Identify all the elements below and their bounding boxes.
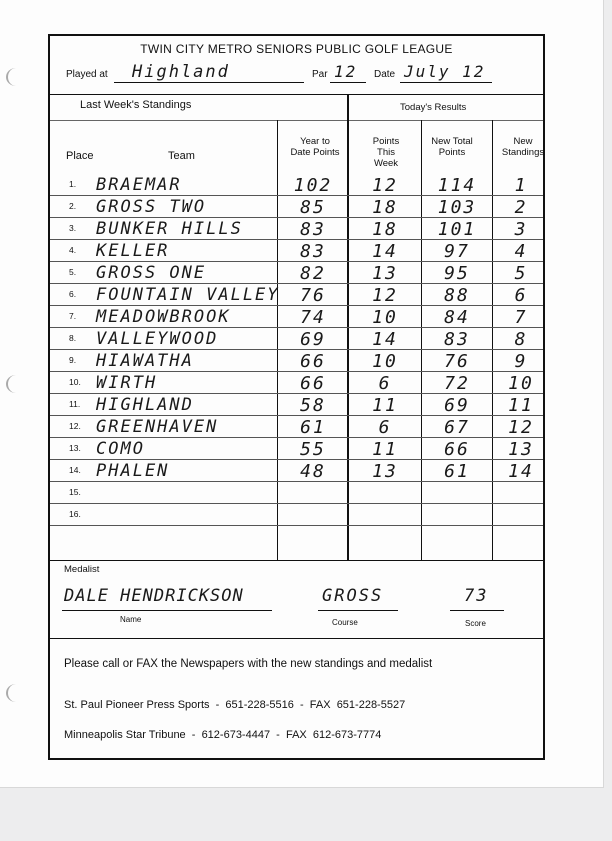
contact-star-tribune: Minneapolis Star Tribune - 612-673-4447 - FAX 612-673-7774 <box>64 729 382 741</box>
total-points: 84 <box>444 307 470 328</box>
team-name: GREENHAVEN <box>96 417 219 437</box>
table-row <box>50 306 543 328</box>
today-heading: Today's Results <box>400 102 467 113</box>
table-row <box>50 174 543 196</box>
new-standing: 14 <box>508 461 534 482</box>
instructions-text: Please call or FAX the Newspapers with the new standings and medalist <box>64 658 433 670</box>
team-heading: Team <box>168 150 195 162</box>
team-name: HIGHLAND <box>96 395 194 415</box>
table-row <box>50 328 543 350</box>
medalist-course-caption: Course <box>332 618 358 627</box>
ytd-points: 69 <box>300 329 326 350</box>
total-points: 103 <box>437 197 477 218</box>
team-name: COMO <box>96 439 145 459</box>
ytd-points: 102 <box>293 175 333 196</box>
new-standing: 4 <box>514 241 528 262</box>
ytd-heading: Year to Date Points <box>290 136 340 158</box>
total-points: 114 <box>437 175 477 196</box>
row-number: 16. <box>69 509 81 519</box>
table-row <box>50 240 543 262</box>
team-name: WIRTH <box>96 373 158 393</box>
row-number: 10. <box>69 377 81 387</box>
punch-hole-mark <box>6 684 26 702</box>
week-points: 14 <box>372 329 398 350</box>
divider <box>50 94 543 95</box>
punch-hole-mark <box>6 375 26 393</box>
new-standing: 6 <box>514 285 528 306</box>
week-points: 10 <box>372 351 398 372</box>
table-row <box>50 438 543 460</box>
new-standing: 9 <box>514 351 528 372</box>
week-points: 11 <box>372 439 398 460</box>
this-week-heading: Points This Week <box>372 136 400 169</box>
table-row <box>50 284 543 306</box>
table-row <box>50 372 543 394</box>
medalist-score-caption: Score <box>465 619 486 628</box>
table-row <box>50 482 543 504</box>
table-row <box>50 350 543 372</box>
week-points: 13 <box>372 263 398 284</box>
punch-hole-mark <box>6 68 26 86</box>
team-name: BRAEMAR <box>96 175 182 195</box>
new-standing: 7 <box>514 307 528 328</box>
total-points: 97 <box>444 241 470 262</box>
date-value: July 12 <box>404 62 486 81</box>
total-points: 72 <box>444 373 470 394</box>
new-standing: 8 <box>514 329 528 350</box>
table-row <box>50 416 543 438</box>
row-number: 15. <box>69 487 81 497</box>
medalist-course-field <box>318 584 398 611</box>
row-number: 12. <box>69 421 81 431</box>
row-number: 6. <box>69 289 77 299</box>
week-points: 18 <box>372 197 398 218</box>
contact-pioneer-press: St. Paul Pioneer Press Sports - 651-228-5516 - FAX 651-228-5527 <box>64 699 406 711</box>
date-field <box>400 64 492 83</box>
week-points: 6 <box>378 417 392 438</box>
par-label: Par <box>312 69 328 80</box>
par-field <box>330 64 366 83</box>
row-number: 1. <box>69 179 77 189</box>
medalist-name-value: DALE HENDRICKSON <box>64 586 244 606</box>
week-points: 18 <box>372 219 398 240</box>
team-name: HIAWATHA <box>96 351 194 371</box>
ytd-points: 66 <box>300 351 326 372</box>
total-points: 83 <box>444 329 470 350</box>
table-row <box>50 262 543 284</box>
played-at-field <box>114 64 304 83</box>
total-points: 101 <box>437 219 477 240</box>
new-standings-heading: New Standings <box>501 136 545 158</box>
ytd-points: 83 <box>300 219 326 240</box>
week-points: 11 <box>372 395 398 416</box>
divider <box>50 560 543 561</box>
ytd-points: 74 <box>300 307 326 328</box>
ytd-points: 58 <box>300 395 326 416</box>
divider <box>50 120 543 121</box>
row-number: 3. <box>69 223 77 233</box>
new-standing: 13 <box>508 439 534 460</box>
row-number: 8. <box>69 333 77 343</box>
week-points: 14 <box>372 241 398 262</box>
row-number: 14. <box>69 465 81 475</box>
place-heading: Place <box>66 150 94 162</box>
team-name: GROSS TWO <box>96 197 207 217</box>
team-name: MEADOWBROOK <box>96 307 231 327</box>
row-number: 5. <box>69 267 77 277</box>
new-standing: 12 <box>508 417 534 438</box>
row-number: 7. <box>69 311 77 321</box>
total-points: 76 <box>444 351 470 372</box>
par-value: 12 <box>334 62 358 81</box>
total-points: 66 <box>444 439 470 460</box>
row-divider <box>50 525 543 526</box>
new-standing: 3 <box>514 219 528 240</box>
row-number: 13. <box>69 443 81 453</box>
new-standing: 10 <box>508 373 534 394</box>
table-row <box>50 460 543 482</box>
week-points: 13 <box>372 461 398 482</box>
new-standing: 5 <box>514 263 528 284</box>
new-standing: 1 <box>514 175 528 196</box>
team-name: PHALEN <box>96 461 170 481</box>
medalist-score-field <box>450 584 504 611</box>
divider <box>50 638 543 639</box>
ytd-points: 66 <box>300 373 326 394</box>
ytd-points: 55 <box>300 439 326 460</box>
team-name: VALLEYWOOD <box>96 329 219 349</box>
ytd-points: 83 <box>300 241 326 262</box>
team-name: FOUNTAIN VALLEY <box>96 285 280 305</box>
form-title: TWIN CITY METRO SENIORS PUBLIC GOLF LEAGUE <box>140 42 453 56</box>
ytd-points: 48 <box>300 461 326 482</box>
row-number: 2. <box>69 201 77 211</box>
ytd-points: 85 <box>300 197 326 218</box>
medalist-name-caption: Name <box>120 615 142 624</box>
team-name: BUNKER HILLS <box>96 219 243 239</box>
date-label: Date <box>374 69 396 80</box>
last-week-heading: Last Week's Standings <box>80 99 192 111</box>
medalist-name-field <box>62 584 272 611</box>
ytd-points: 82 <box>300 263 326 284</box>
team-name: KELLER <box>96 241 170 261</box>
total-points: 88 <box>444 285 470 306</box>
team-name: GROSS ONE <box>96 263 207 283</box>
table-row <box>50 218 543 240</box>
row-number: 4. <box>69 245 77 255</box>
week-points: 12 <box>372 175 398 196</box>
table-row <box>50 394 543 416</box>
week-points: 6 <box>378 373 392 394</box>
played-at-label: Played at <box>66 69 108 80</box>
new-standing: 2 <box>514 197 528 218</box>
week-points: 10 <box>372 307 398 328</box>
row-number: 11. <box>69 399 81 409</box>
new-standing: 11 <box>508 395 534 416</box>
ytd-points: 61 <box>300 417 326 438</box>
medalist-course-value: GROSS <box>322 586 384 606</box>
total-points: 95 <box>444 263 470 284</box>
week-points: 12 <box>372 285 398 306</box>
total-points: 67 <box>444 417 470 438</box>
medalist-label: Medalist <box>64 564 100 575</box>
total-points: 61 <box>444 461 470 482</box>
table-row <box>50 504 543 526</box>
new-total-heading: New Total Points <box>431 136 473 158</box>
ytd-points: 76 <box>300 285 326 306</box>
medalist-score-value: 73 <box>464 586 489 606</box>
score-form <box>48 34 545 760</box>
played-at-value: Highland <box>132 62 230 82</box>
total-points: 69 <box>444 395 470 416</box>
row-number: 9. <box>69 355 77 365</box>
table-row <box>50 196 543 218</box>
